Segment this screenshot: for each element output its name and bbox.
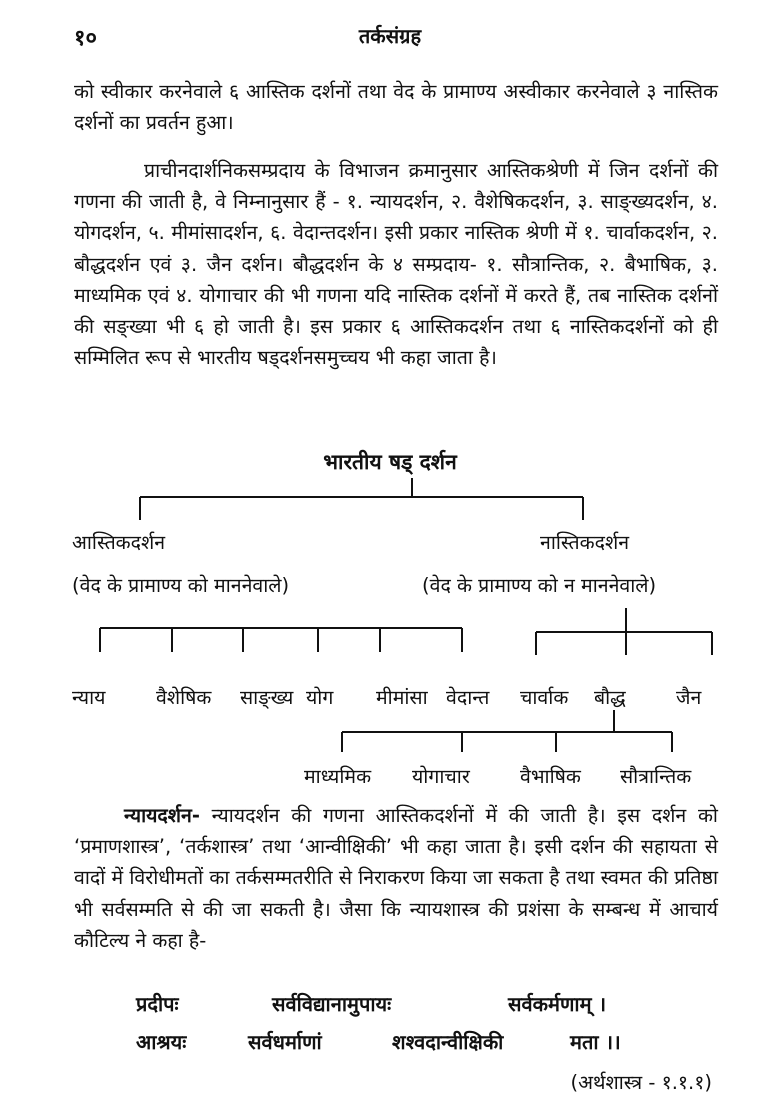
verse-word: मता ।। bbox=[570, 1030, 621, 1054]
nastika-note: (वेद के प्रामाण्य को न माननेवाले) bbox=[422, 574, 657, 597]
verse-word: प्रदीपः bbox=[136, 992, 179, 1016]
verse-word: सर्वविद्यानामुपायः bbox=[272, 992, 392, 1016]
running-title: तर्कसंग्रह bbox=[358, 24, 422, 48]
nastika-child: चार्वाक bbox=[520, 686, 569, 709]
nastika-child: जैन bbox=[676, 686, 702, 709]
paragraph-2: प्राचीनदार्शनिकसम्प्रदाय के विभाजन क्रमानुसार आस्तिकश्रेणी में जिन दर्शनों की गणना की जाती है, वे निम्नानुसार हैं - १. न्यायदर्शन, २. वैशेषिकदर्शन, ३. साङ्ख्यदर्शन, ४. योगदर्शन, ५. मीमांसादर्शन, ६. वेदान्तदर्शन। इसी प्रकार नास्तिक श्रेणी में १. चार्वाकदर्शन, २. बौद्धदर्शन एवं ३. जैन दर्शन। बौद्धदर्शन के ४ सम्प्रदाय- १. सौत्रान्तिक, २. बैभाषिक, ३. माध्यमिक एवं ४. योगाचार की भी गणना यदि नास्तिक दर्शनों में करते हैं, तब नास्तिक दर्शनों की सङ्ख्या भी ६ हो जाती है। इस प्रकार ६ आस्तिकदर्शन तथा ६ नास्तिकदर्शनों को ही सम्मिलित रूप से भारतीय षड्दर्शनसमुच्चय भी कहा जाता है। bbox=[74, 159, 718, 370]
bauddha-school: योगाचार bbox=[412, 765, 470, 788]
astika-note: (वेद के प्रामाण्य को माननेवाले) bbox=[72, 574, 290, 597]
paragraph-3 bbox=[74, 800, 718, 956]
verse-citation: (अर्थशास्त्र - १.१.१) bbox=[570, 1071, 712, 1094]
bauddha-school: वैभाषिक bbox=[520, 765, 581, 788]
verse-word: आश्रयः bbox=[136, 1030, 187, 1054]
astika-child: साङ्ख्य bbox=[240, 686, 294, 709]
paragraph-3-body: न्यायदर्शन की गणना आस्तिकदर्शनों में की जाती है। इस दर्शन को ‘प्रमाणशास्त्र’, ‘तर्कशास्त्र’ तथा ‘आन्वीक्षिकी’ भी कहा जाता है। इसी दर्शन की सहायता से वादों में विरोधीमतों का तर्कसम्मतरीति से निराकरण किया जा सकता है तथा स्वमत की प्रतिष्ठा भी सर्वसम्मति से की जा सकती है। जैसा कि न्यायशास्त्र की प्रशंसा के सम्बन्ध में आचार्य कौटिल्य ने कहा है- bbox=[74, 804, 718, 952]
diagram-title: भारतीय षड् दर्शन bbox=[323, 450, 457, 474]
page-number: १० bbox=[74, 26, 97, 51]
astika-child: वेदान्त bbox=[446, 686, 490, 709]
verse-word: सर्वकर्मणाम् । bbox=[508, 992, 607, 1016]
astika-child: वैशेषिक bbox=[156, 686, 212, 709]
nastika-child: बौद्ध bbox=[594, 686, 626, 709]
astika-child: मीमांसा bbox=[376, 686, 428, 709]
astika-label: आस्तिकदर्शन bbox=[72, 531, 166, 554]
bauddha-school: सौत्रान्तिक bbox=[620, 765, 692, 788]
verse-word: शश्वदान्वीक्षिकी bbox=[392, 1030, 504, 1054]
paragraph-1: को स्वीकार करनेवाले ६ आस्तिक दर्शनों तथा वेद के प्रामाण्य अस्वीकार करनेवाले ३ नास्तिक दर्शनों का प्रवर्तन हुआ। bbox=[74, 80, 718, 135]
section-heading: न्यायदर्शन- bbox=[124, 804, 200, 827]
nastika-label: नास्तिकदर्शन bbox=[540, 531, 630, 554]
verse-word: सर्वधर्माणां bbox=[248, 1030, 322, 1054]
astika-child: योग bbox=[306, 686, 334, 709]
astika-child: न्याय bbox=[72, 686, 106, 709]
bauddha-school: माध्यमिक bbox=[304, 765, 372, 788]
